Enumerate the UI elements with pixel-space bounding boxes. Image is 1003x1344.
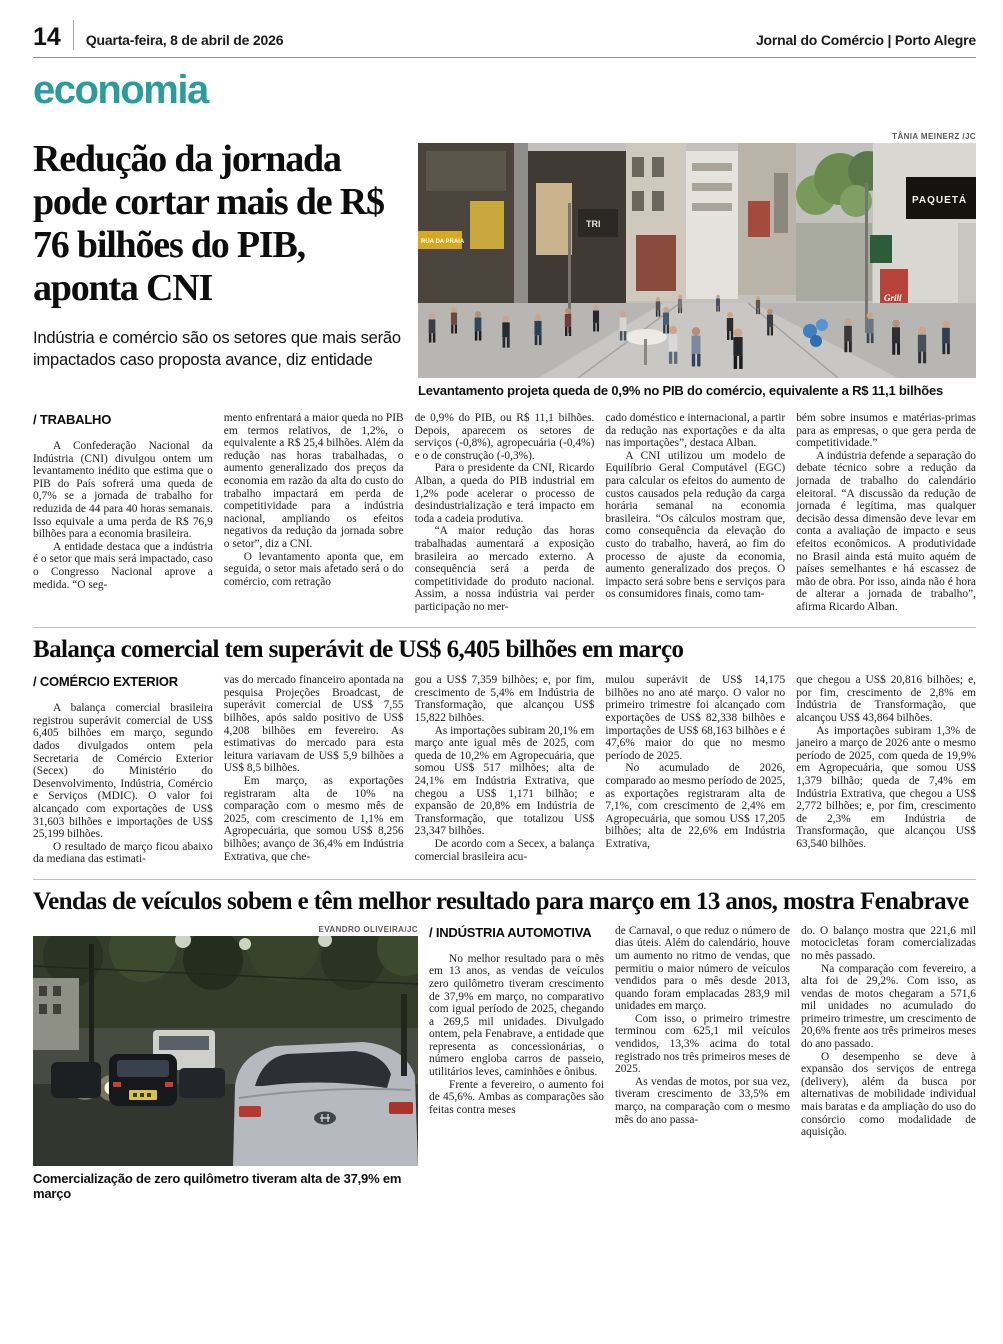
- section-divider: [33, 879, 976, 880]
- article-paragraph: As vendas de motos, por sua vez, tiveram crescimento de 33,5% em março, na comparação com o mesmo mês do ano passa-: [615, 1075, 790, 1126]
- column-text: [415, 674, 595, 863]
- article-paragraph: A balança comercial brasileira registrou superávit comercial de US$ 6,405 bilhões em março, segundo dados divulgados ontem pela Secretaria de Comércio Exterior (Secex) do Ministério do Desenvolvimento, Indústria, Comércio e Serviços (MDIC). O valor foi alcançado com exportações de US$ 31,603 bilhões e importações de US$ 25,199 bilhões.: [33, 702, 213, 841]
- article-paragraph: mento enfrentará a maior queda no PIB em termos relativos, de 1,2%, o equivalente a R$ 25,4 bilhões. Além da redução nas horas trabalhadas, o aumento generalizado dos preços da economia em razão da alta do custo do trabalho impactará em perda de competitividade para a indústria nacional, ampliando os efeitos negativos da redução da jornada sobre o setor”, diz a CNI.: [223, 412, 404, 550]
- street-sign-tri: TRI: [586, 219, 601, 229]
- article-column: [415, 412, 595, 614]
- article-column: [429, 925, 604, 1201]
- column-text: [801, 925, 976, 1139]
- article-paragraph: As importações subiram 1,3% de janeiro a março de 2026 ante o mesmo período de 2025, com queda de 19,9% em Agropecuária, que somou US$ 1,379 bilhão; queda de 7,4% em Indústria Extrativa, que chegou a US$ 2,772 bilhões; e, por fim, crescimento de 2,3% em Indústria de Transformação, que alcançou US$ 63,540 bilhões.: [796, 724, 976, 850]
- article-paragraph: O resultado de março ficou abaixo da mediana das estimati-: [33, 840, 213, 866]
- lead-headline-block: [33, 132, 406, 398]
- column-text: [33, 440, 213, 591]
- page-header: [33, 20, 976, 58]
- article-column: [224, 674, 404, 866]
- article-column: [801, 925, 976, 1201]
- section-divider: [33, 627, 976, 628]
- article-column: [796, 674, 976, 866]
- article-column: [605, 674, 785, 866]
- lead-article-columns: [33, 412, 976, 614]
- article-column: [415, 674, 595, 866]
- kicker-industria-automotiva: / INDÚSTRIA AUTOMOTIVA: [429, 924, 592, 940]
- article-paragraph: do. O balanço mostra que 221,6 mil motocicletas foram comercializadas no mês passado.: [801, 924, 976, 962]
- lead-headline: Redução da jornada pode cortar mais de R$ 76 bilhões do PIB, aponta CNI: [33, 138, 384, 309]
- article-paragraph: A entidade destaca que a indústria é o setor que mais será impactado, caso o Congresso Nacional aprove a medida. “O seg-: [33, 540, 213, 591]
- article-column: [605, 412, 785, 614]
- photo-credit: EVANDRO OLIVEIRA/JC: [318, 924, 418, 934]
- article-paragraph: O levantamento aponta que, em seguida, o setor mais afetado será o do comércio, com retração: [223, 550, 404, 588]
- article-paragraph: Na comparação com fevereiro, a alta foi de 29,2%. Com isso, as vendas de motos chegaram a 571,6 mil unidades no acumulado do primeiro trimestre, um crescimento de 20,6% frente aos três primeiros meses do ano passado.: [801, 962, 976, 1051]
- page-number: 14: [33, 23, 61, 51]
- column-text: [796, 674, 976, 850]
- column-text: [224, 674, 404, 863]
- article-paragraph: que chegou a US$ 20,816 bilhões; e, por fim, crescimento de 2,8% em Indústria de Transformação, que alcançou US$ 43,864 bilhões.: [796, 674, 976, 725]
- article-paragraph: vas do mercado financeiro apontada na pesquisa Projeções Broadcast, de superávit comercial de US$ 7,55 bilhões, após saldo positivo de US$ 4,208 bilhões em fevereiro. As estimativas do mercado para esta leitura variavam de US$ 5,9 bilhões a US$ 8,5 bilhões.: [223, 674, 404, 775]
- lead-photo-block: [418, 132, 976, 398]
- article-paragraph: No acumulado de 2026, comparado ao mesmo período de 2025, as exportações registraram alta de 7,1%, com crescimento de 2,4% em Agropecuária, que somou US$ 17,205 bilhões; alta de 22,6% em Indústria Extrativa,: [605, 762, 786, 850]
- street-sign-paqueta: PAQUETÁ: [912, 195, 968, 206]
- street-sign-grill: Grill: [884, 293, 902, 303]
- column-text: [796, 412, 976, 614]
- auto-headline: Vendas de veículos sobem e têm melhor resultado para março em 13 anos, mostra Fenabrave: [33, 887, 969, 915]
- article-paragraph: gou a US$ 7,359 bilhões; e, por fim, crescimento de 5,4% em Indústria de Transformação, que alcançou US$ 15,822 bilhões.: [414, 674, 595, 725]
- article-paragraph: Com isso, o primeiro trimestre terminou com 625,1 mil veículos vendidos, 13,3% acima do total registrado nos três primeiros meses de 2025.: [615, 1012, 790, 1076]
- article-paragraph: de 0,9% do PIB, ou R$ 11,1 bilhões. Depois, aparecem os setores de serviços (-0,8%), agropecuária (-0,4%) e o de construção (-0,3%).: [414, 412, 595, 462]
- article-paragraph: O desempenho se deve à expansão dos serviços de entrega (delivery), além da busca por alternativas de mobilidade individual mais baratas e da ampliação do uso do consórcio como modalidade de aquisição.: [801, 1050, 976, 1139]
- street-sign-rua-da-praia: RUA DA PRAIA: [421, 239, 465, 245]
- column-text: [33, 702, 213, 866]
- traffic-photo-block: [33, 925, 418, 1201]
- article-paragraph: De acordo com a Secex, a balança comercial brasileira acu-: [414, 837, 595, 863]
- trade-headline: Balança comercial tem superávit de US$ 6,405 bilhões em março: [33, 635, 684, 663]
- lead-article-top: [33, 132, 976, 398]
- column-text: [224, 412, 404, 588]
- article-column: [33, 674, 213, 866]
- kicker-trabalho: / TRABALHO: [33, 412, 112, 427]
- street-photo-illustration: [418, 143, 976, 378]
- traffic-photo-illustration: [33, 936, 418, 1166]
- column-text: [605, 412, 785, 601]
- section-title-economia: economia: [33, 68, 208, 112]
- column-text: [415, 412, 595, 614]
- article-paragraph: As importações subiram 20,1% em março ante igual mês de 2025, com queda de 10,2% em Agropecuária, que somou US$ 517 milhões; alta de 24,1% em Indústria Extrativa, que chegou a US$ 1,171 bilhão; e expansão de 20,8% em Indústria de Transformação, que totalizou US$ 23,347 bilhões.: [414, 724, 595, 838]
- article-paragraph: A indústria defende a separação do debate técnico sobre a redução da jornada de trabalho do calendário eleitoral. “A discussão da redução de jornada é legítima, mas qualquer decisão dessa dimensão deve levar em conta a avaliação de impacto e seus efeitos econômicos. A produtividade no Brasil ainda está muito aquém de países semelhantes e há escassez de mão de obra. Por isso, ainda não é hora de alterar a jornada de trabalho”, afirma Ricardo Alban.: [796, 449, 976, 613]
- article-paragraph: A CNI utilizou um modelo de Equilíbrio Geral Computável (EGC) para calcular os efeitos do aumento de custos causados pela redução da carga horária semanal na economia brasileira. “Os cálculos mostram que, como consequência da elevação do custo do trabalho, haverá, ao fim do processo de ajuste da economia, aumento generalizado dos preços. O impacto será sobre bens e serviços para os consumidores finais, como tam-: [605, 449, 786, 601]
- article-paragraph: Frente a fevereiro, o aumento foi de 45,6%. Ambas as comparações são feitas contra meses: [429, 1078, 604, 1116]
- article-column: [615, 925, 790, 1201]
- photo-caption: Comercialização de zero quilômetro tiveram alta de 37,9% em março: [33, 1170, 402, 1201]
- article-paragraph: de Carnaval, o que reduz o número de dias úteis. Além do calendário, houve um aumento no ritmo de vendas, que permitiu o maior número de veículos vendidos para o mês desde 2013, quando foram emplacadas 283,9 mil unidades em março.: [615, 924, 790, 1013]
- article-column: [224, 412, 404, 614]
- article-paragraph: A Confederação Nacional da Indústria (CNI) divulgou ontem um levantamento inédito que estima que o PIB do País sofrerá uma queda de 0,7% se a jornada de trabalho for reduzida de 44 para 40 horas semanais. Isso equivale a uma perda de R$ 76,9 bilhões para a economia brasileira.: [33, 440, 213, 541]
- article-column: [796, 412, 976, 614]
- article-paragraph: “A maior redução das horas trabalhadas aumentará a exposição brasileira ao mercado externo. A consequência será a perda de competitividade do produto nacional. Assim, a nossa indústria vai perder participação no mer-: [414, 525, 595, 613]
- article-paragraph: Para o presidente da CNI, Ricardo Alban, a queda do PIB industrial em 1,2% pode acelerar o processo de desindustrialização e terá impacto em toda a cadeia produtiva.: [414, 462, 595, 525]
- article-paragraph: cado doméstico e internacional, a partir da redução nas exportações e da alta nas importações”, destaca Alban.: [605, 412, 786, 450]
- article-paragraph: mulou superávit de US$ 14,175 bilhões no ano até março. O valor no primeiro trimestre foi alcançado com exportações de US$ 82,338 bilhões e importações de US$ 68,163 bilhões e é 47,6% maior do que no mesmo período de 2025.: [605, 674, 786, 762]
- article-paragraph: Em março, as exportações registraram alta de 10% na comparação com o mesmo mês de 2025, com crescimento de 1,1% em Agropecuária, que somou US$ 8,256 bilhões; avanço de 36,4% em Indústria Extrativa, que che-: [223, 775, 404, 863]
- edition-date: Quarta-feira, 8 de abril de 2026: [85, 32, 284, 48]
- article-paragraph: No melhor resultado para o mês em 13 anos, as vendas de veículos zero quilômetro tiveram crescimento de 37,9% em março, no comparativo com igual período de 2025, chegando a 269,5 mil unidades. Divulgado ontem, pela Fenabrave, a entidade que representa as concessionárias, o número engloba carros de passeio, utilitários leves, caminhões e ônibus.: [429, 952, 604, 1079]
- article-column: [33, 412, 213, 614]
- article-paragraph: bém sobre insumos e matérias-primas para as empresas, o que gera perda de competitividade.”: [796, 412, 976, 450]
- photo-caption: Levantamento projeta queda de 0,9% no PIB do comércio, equivalente a R$ 11,1 bilhões: [418, 383, 944, 398]
- photo-credit: TÂNIA MEINERZ /JC: [892, 132, 976, 141]
- trade-article-columns: [33, 674, 976, 866]
- lead-deck: Indústria e comércio são os setores que mais serão impactados caso proposta avance, diz entidade: [33, 328, 401, 369]
- masthead: Jornal do Comércio | Porto Alegre: [755, 32, 976, 48]
- auto-article-body: [33, 925, 976, 1201]
- column-text: [429, 953, 604, 1117]
- header-divider: [73, 20, 74, 50]
- column-text: [615, 925, 790, 1127]
- kicker-comercio-exterior: / COMÉRCIO EXTERIOR: [33, 674, 178, 690]
- column-text: [605, 674, 785, 850]
